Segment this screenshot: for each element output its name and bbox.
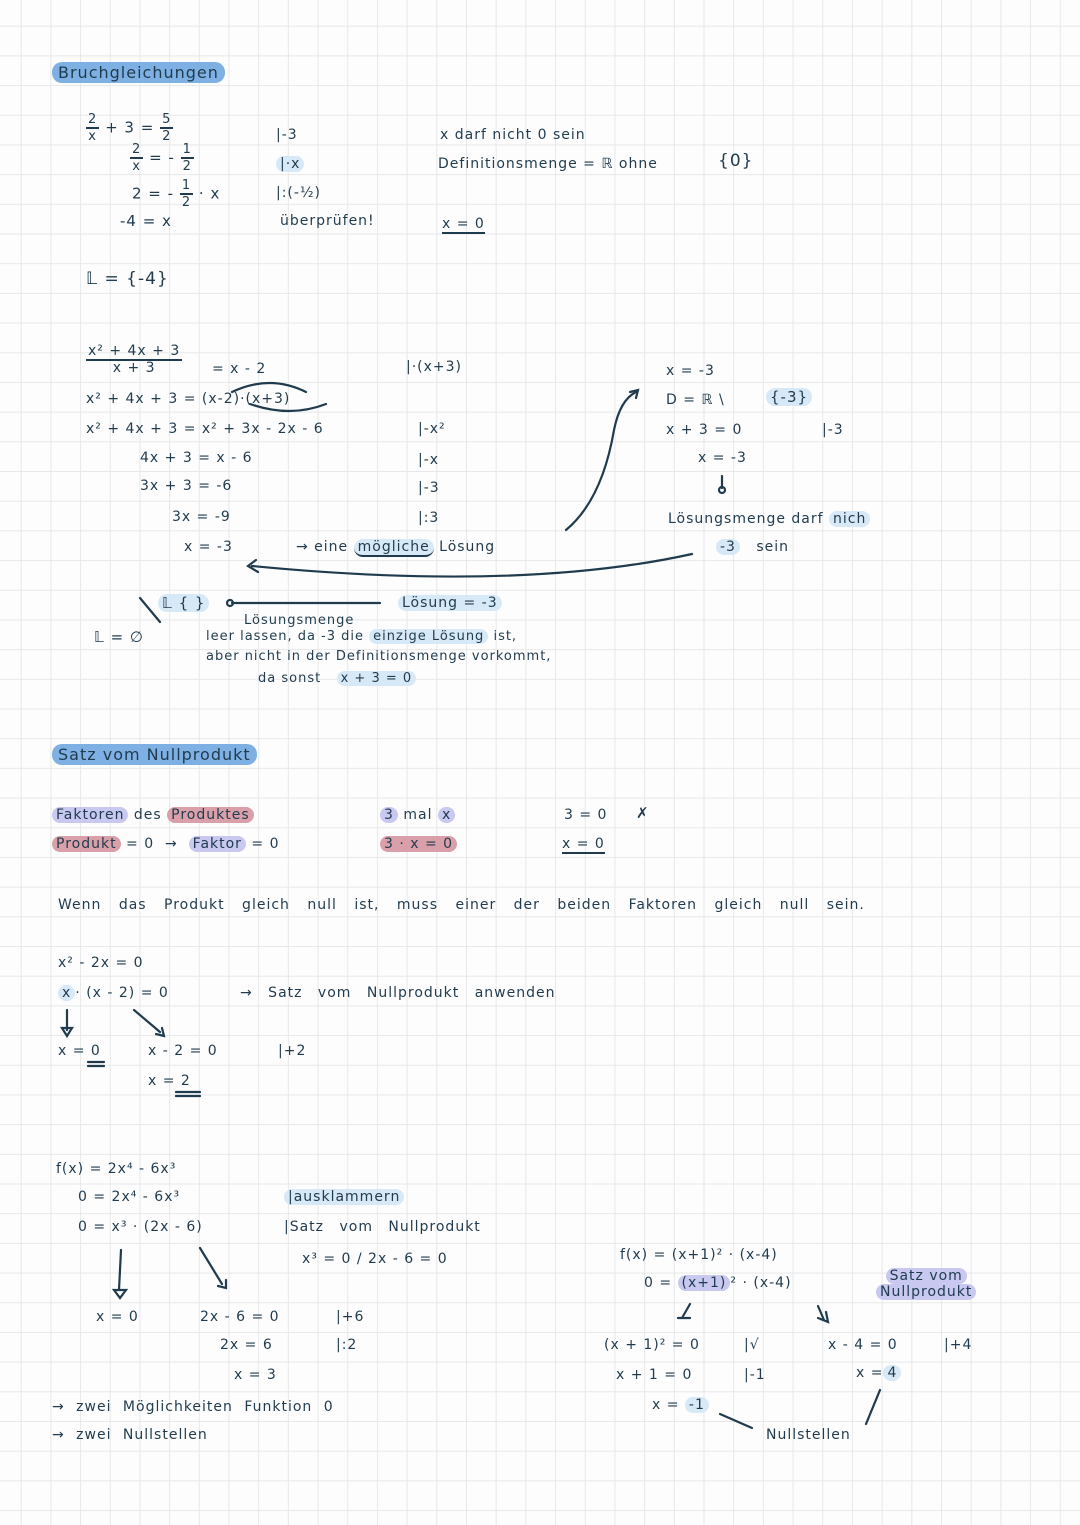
fraction — [86, 344, 182, 376]
product-word: Produktes — [167, 807, 253, 823]
cross-icon: ✗ — [636, 804, 650, 822]
des-word: des — [133, 807, 162, 823]
empty-set-label: Lösungsmenge — [244, 613, 355, 628]
ex3-left-eq1: (x + 1)² = 0 — [604, 1337, 700, 1353]
numerator: 2 — [88, 112, 98, 127]
section-title-bruchgleichungen — [52, 64, 225, 82]
case-3-zero: 3 = 0 — [564, 807, 608, 823]
eq1-line2 — [130, 142, 194, 174]
ex2-right-eq1: 2x - 6 = 0 — [200, 1309, 280, 1325]
text: |ausklammern — [284, 1189, 404, 1205]
lhs: x = — [856, 1365, 884, 1381]
eq0: = 0 — [251, 836, 280, 852]
zeros-label: Nullstellen — [766, 1427, 851, 1443]
product-zero-rule — [52, 835, 279, 853]
ex1-note: → Satz vom Nullprodukt anwenden — [240, 985, 556, 1001]
eq2-step-4 — [140, 477, 232, 495]
possible-word: mögliche — [354, 539, 434, 557]
arrow-icon: → — [165, 836, 178, 852]
fraction — [180, 178, 193, 210]
ex1-right-eq: x - 2 = 0 — [148, 1043, 218, 1059]
text: sein — [756, 539, 789, 555]
curve-arrow-icon — [566, 392, 636, 530]
eq1-line4: -4 = x — [120, 212, 172, 230]
denominator: x + 3 — [112, 360, 156, 376]
ex2-line3: 0 = x³ · (2x - 6) — [78, 1219, 203, 1235]
operation-times-x — [276, 155, 304, 173]
diag-arrow-icon — [200, 1248, 222, 1284]
ex3-left-op2: |-1 — [744, 1367, 766, 1383]
text: Lösungsmenge darf — [668, 511, 824, 527]
product-word: Produkt — [52, 836, 121, 852]
numerator: x² + 4x + 3 — [88, 343, 181, 359]
possible-solution-note — [296, 538, 495, 556]
check-op: |-3 — [822, 422, 844, 438]
diag-arrow-icon — [682, 1304, 690, 1318]
denominator: x — [132, 159, 141, 174]
eq2-step-1 — [86, 390, 290, 408]
text: Lösung = -3 — [398, 595, 502, 611]
rhs: = (x-2)·(x+3) — [183, 391, 291, 407]
ex3-right-eq1: x - 4 = 0 — [828, 1337, 898, 1353]
definition-set-note: Definitionsmenge = ℝ ohne — [438, 156, 658, 172]
ex3-left-op1: |√ — [744, 1337, 760, 1353]
ex1-right-result: x = 2 — [148, 1073, 191, 1089]
rhs: = -9 — [196, 509, 231, 525]
rhs: = -3 — [198, 539, 233, 555]
arrowhead-icon — [218, 1280, 226, 1288]
eq2-rhs: = x - 2 — [212, 361, 267, 377]
empty-solution-set — [158, 594, 209, 612]
solution-equals — [398, 594, 502, 612]
check-note: überprüfen! — [280, 213, 375, 229]
check-statement-2 — [716, 538, 789, 556]
rhs: · x — [198, 184, 221, 203]
set-text: {-3} — [766, 388, 812, 406]
fraction — [130, 142, 143, 174]
rhs: = -6 — [198, 478, 233, 494]
factors-of-product — [52, 806, 254, 824]
operation-minus3: |-3 — [276, 127, 298, 143]
highlight: -1 — [685, 1397, 709, 1413]
rest: · (x - 2) = 0 — [75, 985, 169, 1001]
lhs: x² + 4x + 3 — [86, 391, 179, 407]
ex2-op1 — [284, 1188, 404, 1206]
rule-sentence: Wenn das Produkt gleich null ist, muss einer der beiden Faktoren gleich null sein. — [58, 897, 865, 913]
highlight: 4 — [883, 1365, 901, 1381]
eq0: = 0 — [126, 836, 155, 852]
ex2-line2: 0 = 2x⁴ - 6x³ — [78, 1189, 181, 1205]
check-x: x = -3 — [666, 363, 715, 379]
check-result: x = -3 — [698, 450, 747, 466]
arrowhead-icon — [248, 560, 258, 572]
connector-line — [720, 1414, 752, 1428]
op-text: |·x — [276, 156, 304, 172]
text: leer lassen, da -3 die — [206, 629, 365, 644]
x0-text: x = 0 — [442, 216, 485, 232]
factor-word: Faktor — [189, 836, 246, 852]
three-x-eq-zero — [380, 835, 457, 853]
fraction — [160, 112, 173, 144]
ex2-right-op1: |+6 — [336, 1309, 365, 1325]
x-equals-zero — [438, 215, 489, 235]
ex2-op2: |Satz vom Nullprodukt — [284, 1219, 481, 1235]
ex2-function: f(x) = 2x⁴ - 6x³ — [56, 1161, 177, 1177]
numerator: 5 — [162, 112, 172, 127]
solution-set-1: 𝕃 = {-4} — [86, 269, 169, 289]
strike-icon — [140, 598, 160, 622]
lhs: 3x + 3 — [140, 478, 193, 494]
ex1-line2 — [58, 984, 169, 1002]
arrowhead-icon — [156, 1028, 164, 1036]
arrowhead-icon — [818, 1312, 828, 1322]
connector-line — [866, 1390, 880, 1424]
tag-line2: Nullprodukt — [876, 1284, 976, 1300]
ex3-left-eq2: x + 1 = 0 — [616, 1367, 693, 1383]
lhs: 2 = - — [132, 184, 175, 203]
eq2-step-3 — [140, 449, 253, 467]
curve-arrow-icon — [252, 554, 692, 577]
arrowhead-icon — [227, 600, 233, 606]
double-underline-icon — [88, 1062, 104, 1066]
denominator: 2 — [162, 129, 172, 144]
arrowhead-icon — [62, 1028, 72, 1036]
ex3-right-op1: |+4 — [944, 1337, 973, 1353]
factor-x: x — [438, 807, 455, 823]
ex2-conclusion-2: → zwei Nullstellen — [52, 1427, 208, 1443]
down-arrow-icon — [119, 1250, 121, 1290]
eq2-fraction — [86, 344, 182, 376]
rest: ² · (x-4) — [730, 1275, 792, 1291]
solution-word: Lösung — [439, 539, 496, 555]
factor-x: x — [58, 985, 75, 1001]
highlight: nich — [829, 511, 870, 527]
arrowhead-icon — [114, 1290, 126, 1298]
denominator: 2 — [182, 159, 192, 174]
ex2-right-op2: |:2 — [336, 1337, 358, 1353]
ex3-function: f(x) = (x+1)² · (x-4) — [620, 1247, 778, 1263]
plus-term: + 3 = — [105, 118, 155, 137]
eq1-line1 — [86, 112, 173, 144]
title-text: Satz vom Nullprodukt — [52, 744, 257, 765]
highlight: x + 3 = 0 — [337, 671, 417, 686]
case-x-zero — [562, 835, 605, 853]
explanation-line-2: aber nicht in der Definitionsmenge vorkommt, — [206, 649, 552, 664]
highlight: -3 — [716, 539, 740, 555]
ex3-line2 — [644, 1274, 792, 1292]
highlight: einzige Lösung — [369, 629, 488, 644]
double-underline-icon — [176, 1092, 200, 1096]
text: da sonst — [258, 671, 322, 686]
equals-term: = - — [149, 148, 175, 167]
ex1-right-op: |+2 — [278, 1043, 307, 1059]
rhs: = x - 6 — [198, 450, 253, 466]
ex2-right-result: x = 3 — [234, 1367, 277, 1383]
eq2-step-5 — [172, 508, 231, 526]
ex3-tag — [876, 1268, 976, 1300]
fraction — [86, 112, 99, 144]
diag-arrow-icon — [134, 1010, 160, 1032]
check-statement-1 — [668, 510, 870, 528]
lhs: 3x — [172, 509, 192, 525]
set-text: 𝕃 { } — [158, 594, 209, 612]
section-title-nullprodukt — [52, 746, 257, 764]
ex3-left-result — [652, 1396, 709, 1414]
factor-3: 3 — [380, 807, 398, 823]
eq2-op-3: |-x — [418, 452, 440, 468]
highlight: (x+1) — [678, 1275, 731, 1291]
denominator: 2 — [181, 195, 192, 210]
arrowhead-icon — [719, 487, 725, 493]
eq2-step-2 — [86, 420, 324, 438]
eq2-op-5: |:3 — [418, 510, 440, 526]
operation-divide: |:(-½) — [276, 185, 321, 201]
check-eq: x + 3 = 0 — [666, 422, 743, 438]
arrowhead-icon — [630, 390, 638, 398]
lhs: x = — [652, 1397, 680, 1413]
three-times-x — [380, 806, 455, 824]
ex2-left-result: x = 0 — [96, 1309, 139, 1325]
eq2-step-6 — [184, 538, 233, 556]
lhs: x² + 4x + 3 — [86, 421, 179, 437]
fraction — [181, 142, 194, 174]
eq2-op-2: |-x² — [418, 421, 446, 437]
explanation-line-1 — [206, 628, 517, 646]
ex2-conclusion-1: → zwei Möglichkeiten Funktion 0 — [52, 1399, 334, 1415]
diag-arrow-icon — [818, 1306, 824, 1320]
lhs: 4x + 3 — [140, 450, 193, 466]
ex2-right-eq2: 2x = 6 — [220, 1337, 273, 1353]
rhs: = x² + 3x - 2x - 6 — [183, 421, 324, 437]
numerator: 2 — [132, 142, 142, 157]
product-eq: 3 · x = 0 — [380, 836, 457, 852]
title-text: Bruchgleichungen — [52, 62, 225, 83]
check-domain: D = ℝ \ — [666, 392, 725, 408]
eq2-op-multiply: |·(x+3) — [406, 359, 463, 375]
check-domain-set — [766, 388, 812, 406]
ex1-left-result: x = 0 — [58, 1043, 101, 1059]
lhs: 0 = — [644, 1275, 673, 1291]
ex3-right-result — [856, 1364, 901, 1382]
empty-set-symbol: 𝕃 = ∅ — [94, 628, 144, 646]
numerator: 1 — [182, 142, 192, 157]
explanation-line-3 — [258, 670, 416, 688]
text: ist, — [493, 629, 518, 644]
ex1-line1: x² - 2x = 0 — [58, 955, 144, 971]
tag-line1: Satz vom — [886, 1268, 967, 1284]
eq1-line3 — [132, 178, 220, 210]
numerator: 1 — [181, 178, 192, 193]
text: x = 0 — [562, 836, 605, 852]
domain-note: x darf nicht 0 sein — [440, 127, 586, 143]
factors-word: Faktoren — [52, 807, 128, 823]
denominator: x — [88, 129, 97, 144]
ex2-cases: x³ = 0 / 2x - 6 = 0 — [302, 1251, 448, 1267]
mal-word: mal — [403, 807, 433, 823]
arrow-text: → eine — [296, 539, 349, 555]
eq2-op-4: |-3 — [418, 480, 440, 496]
lhs: x — [184, 539, 194, 555]
excluded-set: {0} — [718, 151, 754, 171]
